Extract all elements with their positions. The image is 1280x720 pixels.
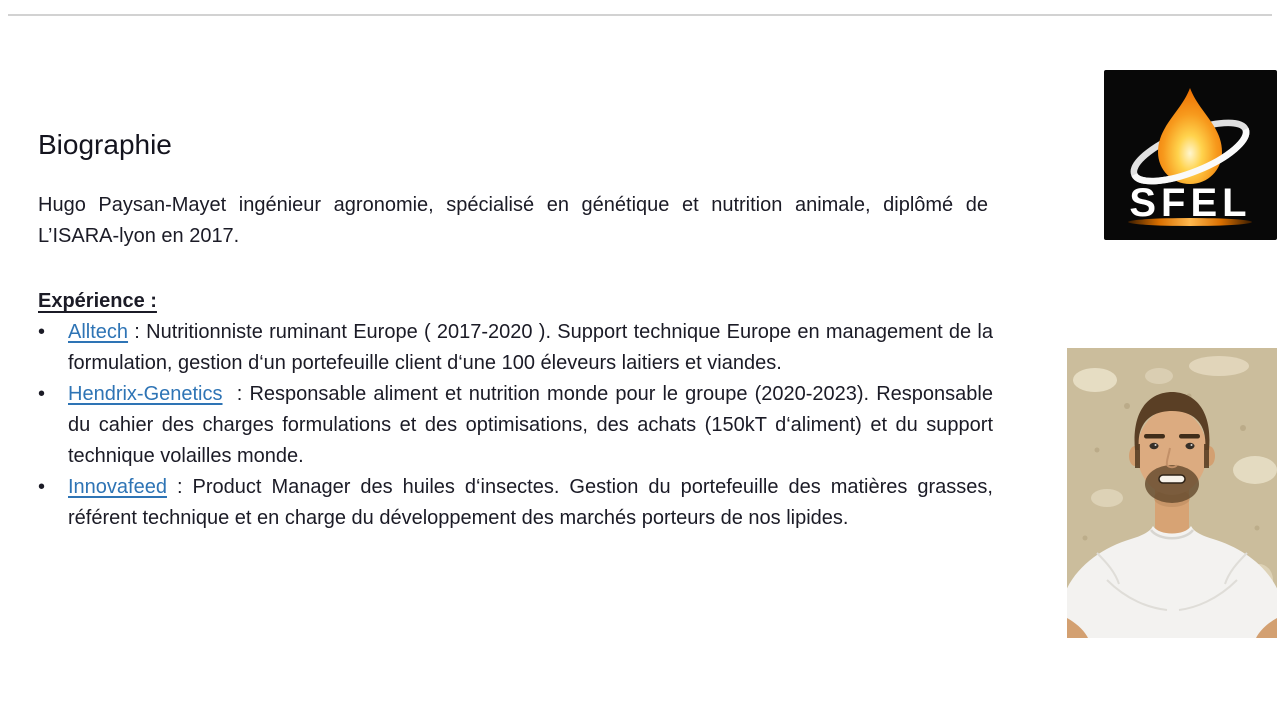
logo-brand-text: SFEL <box>1129 181 1252 225</box>
bullet-marker: • <box>38 476 46 498</box>
company-link-hendrix-genetics[interactable]: Hendrix-Genetics <box>68 383 223 405</box>
sfel-logo <box>1104 70 1277 240</box>
eyebrow-left <box>1144 434 1165 439</box>
eye-glint <box>1191 444 1193 446</box>
beard <box>1145 465 1199 503</box>
list-item <box>38 379 993 472</box>
experience-item-text <box>68 472 993 534</box>
bio-intro-paragraph: Hugo Paysan-Mayet ingénieur agronomie, spécialisé en génétique et nutrition animale, diplômé de L’ISARA-lyon en 2017. <box>38 194 988 247</box>
page-title: Biographie <box>38 128 172 160</box>
experience-list <box>38 317 993 534</box>
experience-item-text <box>68 379 993 472</box>
portrait-photo <box>1067 348 1277 638</box>
eye-left <box>1150 443 1159 449</box>
sideburn-right <box>1204 444 1209 468</box>
list-item <box>38 317 993 379</box>
experience-item-description: : Product Manager des huiles d‘insectes. Gestion du portefeuille des matières grasses, référent technique et en charge du développement des marchés porteurs de nos lipides. <box>68 476 993 529</box>
bullet-marker: • <box>38 321 46 343</box>
experience-item-description: : Responsable aliment et nutrition monde pour le groupe (2020-2023). Responsable du cahier des charges formulations et des optimisations, des achats (150kT d‘aliment) et du support technique volailles monde. <box>68 383 993 467</box>
sideburn-left <box>1135 444 1140 468</box>
droplet-icon <box>1158 88 1222 184</box>
smile-teeth <box>1159 475 1185 483</box>
list-item <box>38 472 993 534</box>
eye-glint <box>1155 444 1157 446</box>
eye-right <box>1186 443 1195 449</box>
experience-item-description: : Nutritionniste ruminant Europe ( 2017-2020 ). Support technique Europe en management de la formulation, gestion d‘un portefeuille client d‘une 100 éleveurs laitiers et viandes. <box>68 321 993 374</box>
experience-heading: Expérience : <box>38 290 157 312</box>
bullet-marker: • <box>38 383 46 405</box>
company-link-innovafeed[interactable]: Innovafeed <box>68 476 167 498</box>
company-link-alltech[interactable]: Alltech <box>68 321 129 343</box>
eyebrow-right <box>1179 434 1200 439</box>
top-divider <box>8 14 1272 16</box>
portrait-illustration <box>1067 348 1277 638</box>
experience-item-text <box>68 317 993 379</box>
